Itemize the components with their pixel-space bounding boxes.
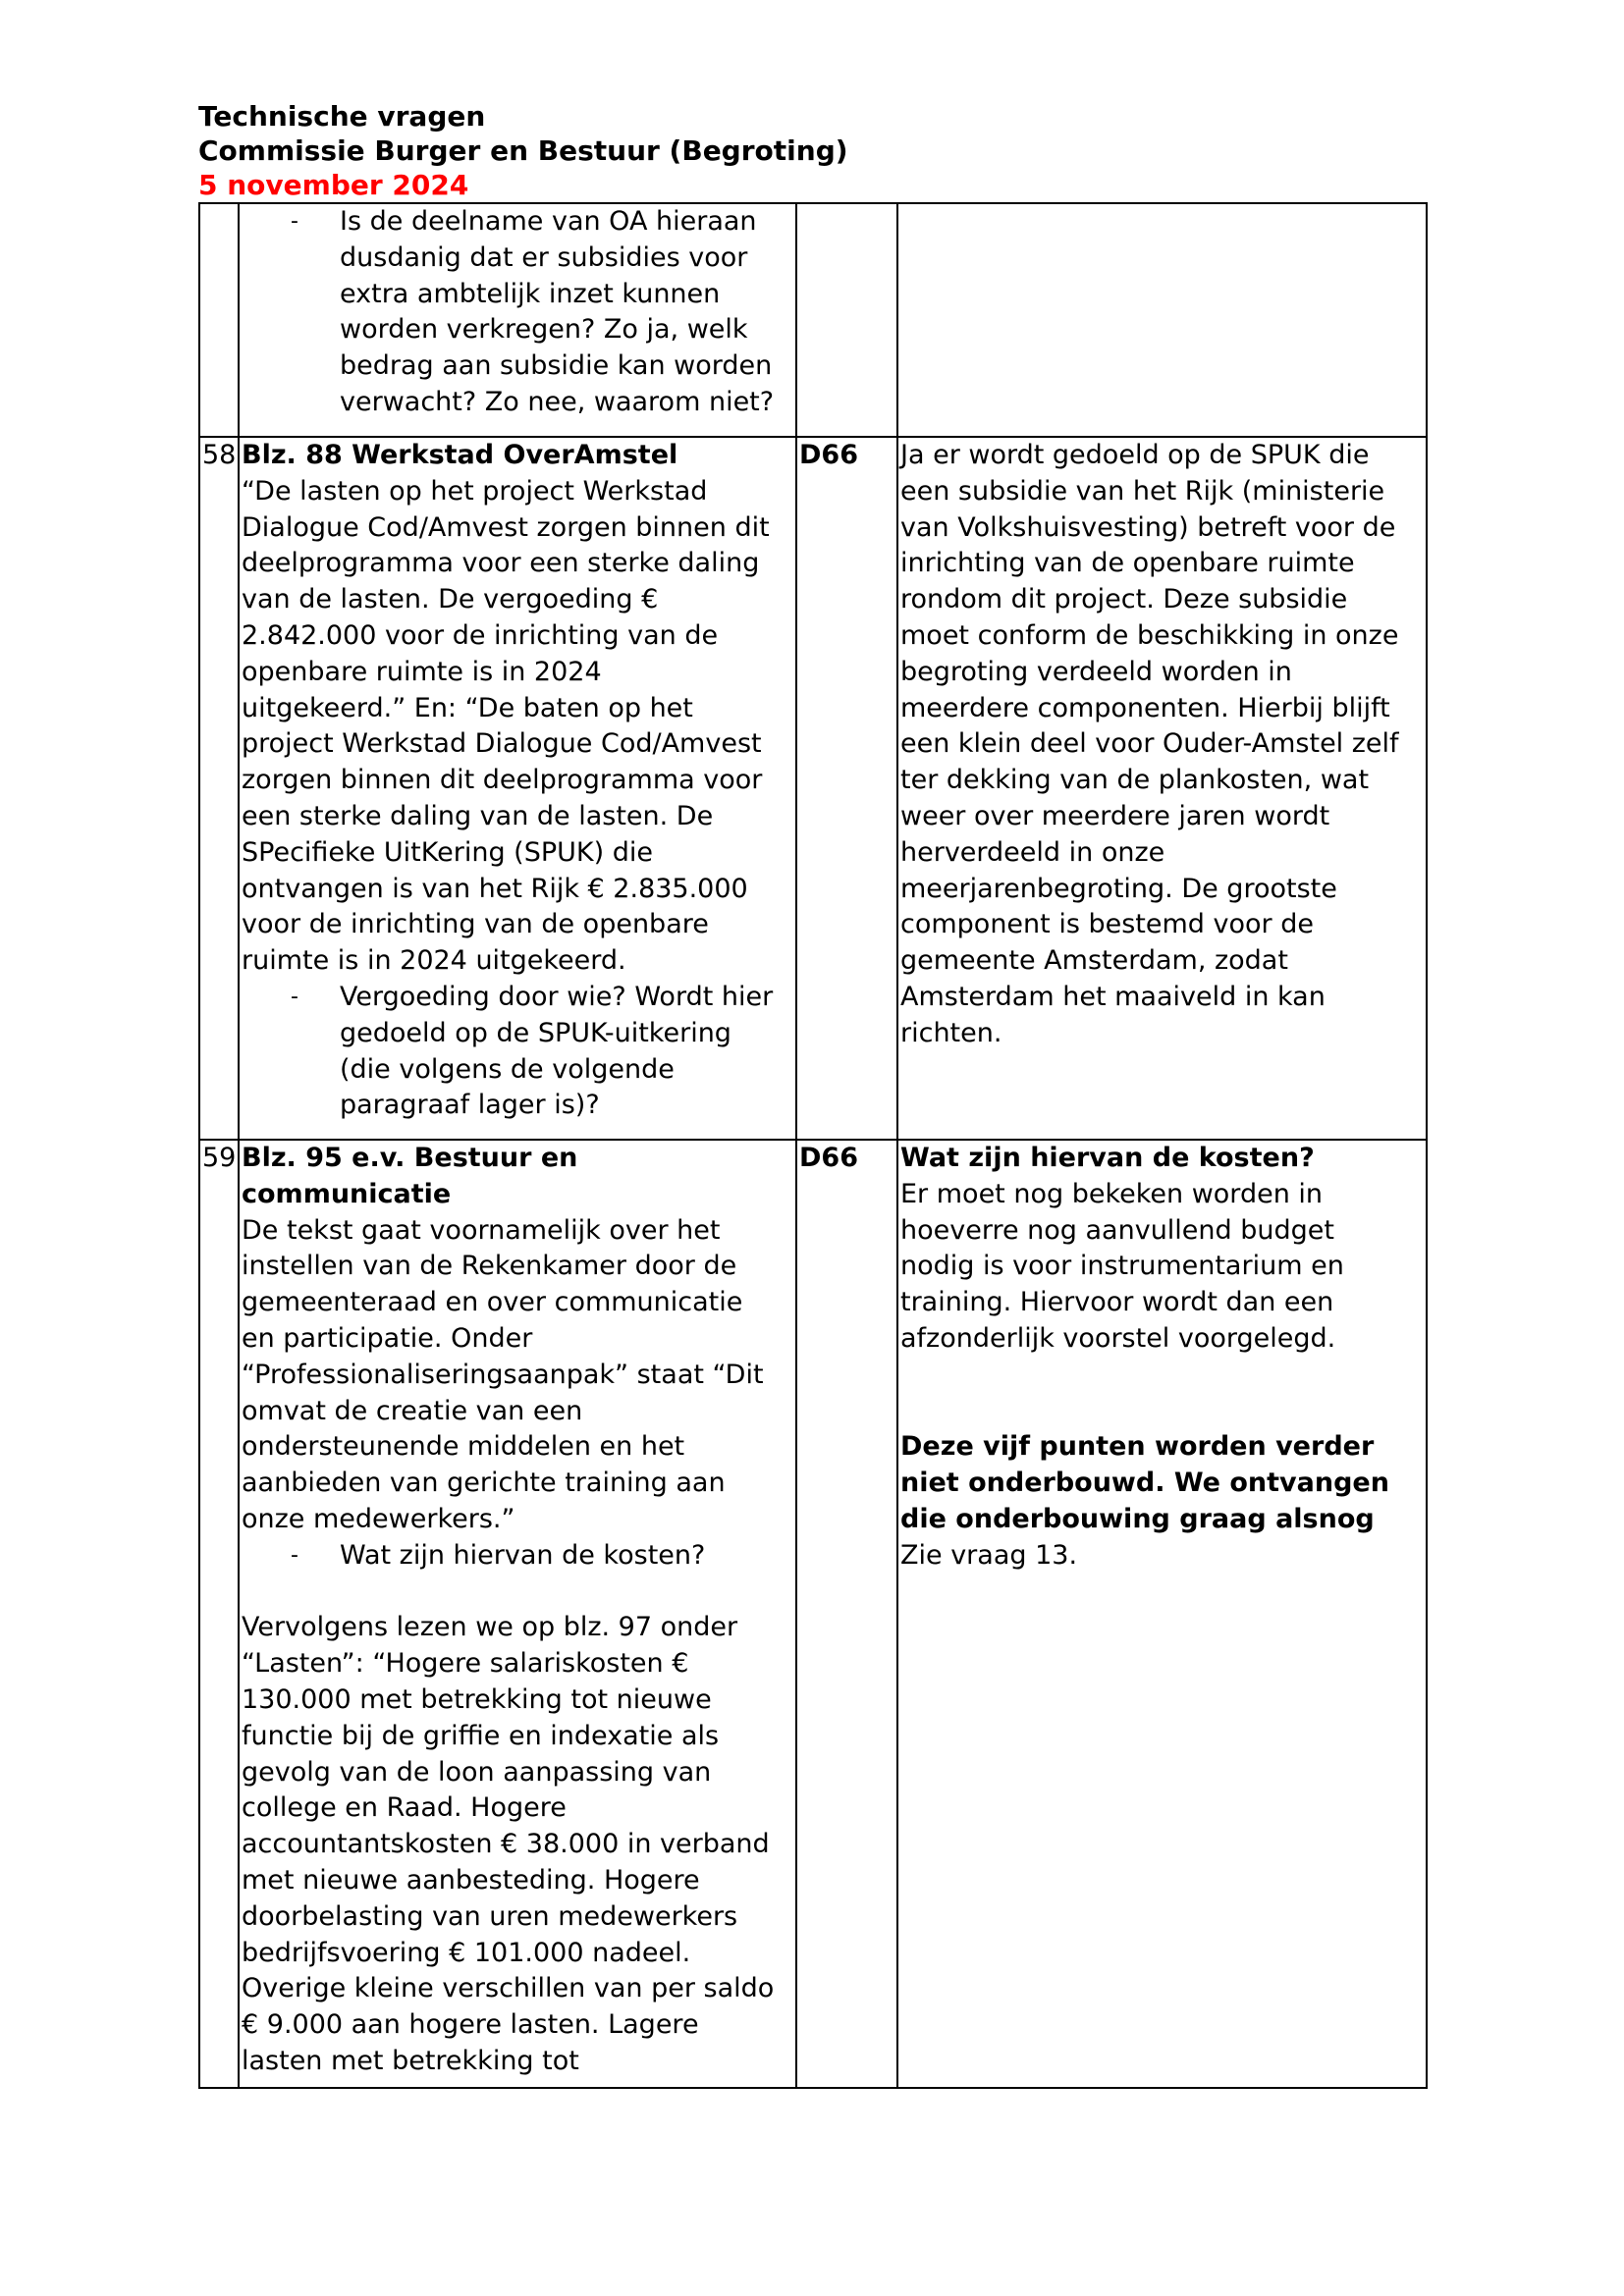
question-title: Blz. 95 e.v. Bestuur en: [242, 1143, 578, 1173]
question-title: Blz. 88 Werkstad OverAmstel: [242, 440, 678, 470]
answer-reference: Zie vraag 13.: [900, 1539, 1078, 1571]
question-line: openbare ruimte is in 2024: [242, 656, 602, 687]
question-line: gevolg van de loon aanpassing van: [242, 1756, 712, 1788]
answer-bold-line: Deze vijf punten worden verder: [900, 1431, 1375, 1463]
answer-line: een subsidie van het Rijk (ministerie: [900, 475, 1385, 507]
answer-line: afzonderlijk voorstel voorgelegd.: [900, 1322, 1336, 1354]
question-line: instellen van de Rekenkamer door de: [242, 1251, 737, 1282]
question-line: bedrijfsvoering € 101.000 nadeel.: [242, 1937, 691, 1968]
question-bullet: [242, 980, 795, 1124]
table-row: [199, 1140, 1427, 2088]
question-cell: [239, 1140, 796, 2088]
question-line: ontvangen is van het Rijk € 2.835.000: [242, 873, 748, 904]
bullet-dash: -: [291, 984, 298, 1009]
question-line: Overige kleine verschillen van per saldo: [242, 1973, 775, 2004]
answer-line: richten.: [900, 1017, 1002, 1048]
table-row: [199, 203, 1427, 437]
answer-line: gemeente Amsterdam, zodat: [900, 945, 1288, 977]
answer-line: nodig is voor instrumentarium en: [900, 1251, 1344, 1282]
question-line: lasten met betrekking tot: [242, 2045, 579, 2076]
answer-line: van Volkshuisvesting) betreft voor de: [900, 511, 1396, 543]
answer-line: Ja er wordt gedoeld op de SPUK die: [900, 440, 1370, 470]
answer-line: meerjarenbegroting. De grootste: [900, 873, 1337, 904]
bullet-line: bedrag aan subsidie kan worden: [340, 350, 773, 382]
question-line: deelprogramma voor een sterke daling: [242, 548, 760, 579]
bullet-line: paragraaf lager is)?: [340, 1090, 600, 1121]
bullet-line: (die volgens de volgende: [340, 1053, 675, 1085]
question-line: 2.842.000 voor de inrichting van de: [242, 619, 719, 651]
question-line: college en Raad. Hogere: [242, 1792, 567, 1824]
party-cell: [796, 203, 897, 437]
question-bullet: [242, 1538, 795, 1575]
answer-line: meerdere componenten. Hierbij blijft: [900, 692, 1390, 723]
question-line: doorbelasting van uren medewerkers: [242, 1900, 738, 1932]
question-line: € 9.000 aan hogere lasten. Lagere: [242, 2009, 699, 2041]
answer-line: component is bestemd voor de: [900, 909, 1314, 940]
header-title: Technische vragen: [198, 100, 486, 133]
document-header: [198, 99, 848, 202]
answer-line: Amsterdam het maaiveld in kan: [900, 981, 1326, 1012]
question-line: ruimte is in 2024 uitgekeerd.: [242, 945, 626, 977]
answer-title: Wat zijn hiervan de kosten?: [900, 1143, 1315, 1173]
question-line: accountantskosten € 38.000 in verband: [242, 1829, 770, 1860]
question-line: een sterke daling van de lasten. De: [242, 800, 714, 831]
question-line: van de lasten. De vergoeding €: [242, 584, 659, 615]
question-line: 130.000 met betrekking tot nieuwe: [242, 1683, 712, 1715]
answer-line: training. Hiervoor wordt dan een: [900, 1287, 1334, 1318]
party-cell: D66: [796, 1140, 897, 2088]
bullet-dash: -: [291, 209, 298, 234]
answer-cell: [897, 437, 1427, 1140]
question-line: omvat de creatie van een: [242, 1395, 583, 1426]
question-line: aanbieden van gerichte training aan: [242, 1468, 726, 1499]
question-line: met nieuwe aanbesteding. Hogere: [242, 1864, 700, 1896]
question-number-cell: 58: [199, 437, 239, 1140]
bullet-line: Vergoeding door wie? Wordt hier: [340, 981, 774, 1012]
question-bullet: [242, 204, 795, 421]
table-row: [199, 437, 1427, 1140]
bullet-line: worden verkregen? Zo ja, welk: [340, 314, 748, 346]
question-line: uitgekeerd.” En: “De baten op het: [242, 692, 693, 723]
question-line: zorgen binnen dit deelprogramma voor: [242, 765, 763, 796]
answer-line: ter dekking van de plankosten, wat: [900, 765, 1370, 796]
answer-line: rondom dit project. Deze subsidie: [900, 584, 1348, 615]
question-line: Dialogue Cod/Amvest zorgen binnen dit: [242, 511, 770, 543]
answer-cell: [897, 1140, 1427, 2088]
question-title: communicatie: [242, 1178, 452, 1209]
bullet-line: Is de deelname van OA hieraan: [340, 206, 757, 237]
question-cell: [239, 437, 796, 1140]
answer-line: inrichting van de openbare ruimte: [900, 548, 1355, 579]
question-line: project Werkstad Dialogue Cod/Amvest: [242, 728, 762, 760]
question-line: voor de inrichting van de openbare: [242, 909, 709, 940]
spacer: [242, 1575, 795, 1611]
bullet-line: Wat zijn hiervan de kosten?: [340, 1539, 706, 1571]
header-date: 5 november 2024: [198, 169, 469, 201]
question-line: gemeenteraad en over communicatie: [242, 1287, 743, 1318]
answer-line: moet conform de beschikking in onze: [900, 619, 1399, 651]
question-line: SPecifieke UitKering (SPUK) die: [242, 836, 653, 868]
bullet-line: gedoeld op de SPUK-uitkering: [340, 1017, 731, 1048]
header-subtitle: Commissie Burger en Bestuur (Begroting): [198, 134, 848, 167]
bullet-line: verwacht? Zo nee, waarom niet?: [340, 386, 775, 417]
question-line: “Lasten”: “Hogere salariskosten €: [242, 1648, 689, 1680]
answer-line: herverdeeld in onze: [900, 836, 1165, 868]
answer-line: Er moet nog bekeken worden in: [900, 1178, 1323, 1209]
spacer: [900, 1358, 1426, 1430]
question-line: De tekst gaat voornamelijk over het: [242, 1214, 721, 1246]
question-line: Vervolgens lezen we op blz. 97 onder: [242, 1612, 738, 1643]
question-line: ondersteunende middelen en het: [242, 1431, 685, 1463]
answer-line: weer over meerdere jaren wordt: [900, 800, 1330, 831]
answer-bold-line: die onderbouwing graag alsnog: [900, 1503, 1375, 1534]
questions-table: [198, 202, 1428, 2089]
question-number-cell: 59: [199, 1140, 239, 2088]
question-line: en participatie. Onder: [242, 1322, 533, 1354]
answer-line: een klein deel voor Ouder-Amstel zelf: [900, 728, 1399, 760]
party-cell: D66: [796, 437, 897, 1140]
question-cell: [239, 203, 796, 437]
answer-line: hoeverre nog aanvullend budget: [900, 1214, 1334, 1246]
question-line: “De lasten op het project Werkstad: [242, 475, 708, 507]
answer-cell: [897, 203, 1427, 437]
bullet-dash: -: [291, 1542, 298, 1568]
answer-bold-line: niet onderbouwd. We ontvangen: [900, 1468, 1389, 1499]
question-line: functie bij de griffie en indexatie als: [242, 1720, 720, 1751]
question-line: “Professionaliseringsaanpak” staat “Dit: [242, 1359, 764, 1390]
bullet-line: extra ambtelijk inzet kunnen: [340, 278, 721, 309]
question-line: onze medewerkers.”: [242, 1503, 515, 1534]
bullet-line: dusdanig dat er subsidies voor: [340, 241, 748, 273]
question-number-cell: [199, 203, 239, 437]
answer-line: begroting verdeeld worden in: [900, 656, 1292, 687]
